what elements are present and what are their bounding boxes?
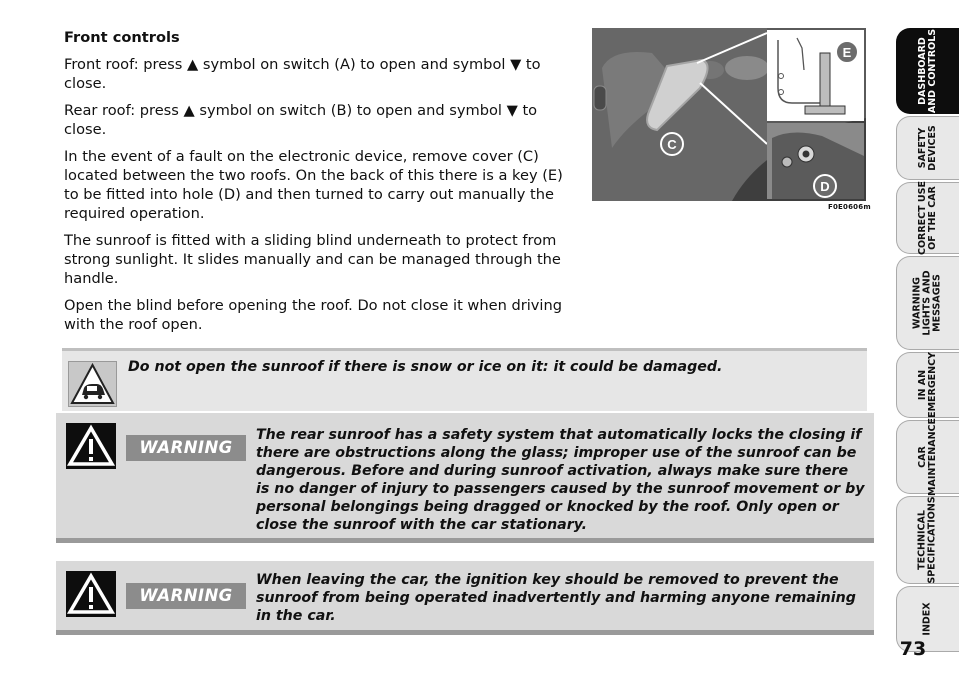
tab-dashboard-and-controls[interactable]: DASHBOARD AND CONTROLS bbox=[896, 28, 959, 114]
paragraph-rear-roof: Rear roof: press ▲ symbol on switch (B) to open and symbol ▼ to close. bbox=[64, 102, 538, 138]
warning-band-base bbox=[56, 538, 874, 543]
tab-technical-specifications[interactable]: TECHNICAL SPECIFICATIONS bbox=[896, 496, 959, 584]
paragraph-blind: The sunroof is fitted with a sliding blind underneath to protect from strong sunlight. It slides manually and can be managed through the handle. bbox=[64, 232, 561, 287]
page-number: 73 bbox=[899, 638, 927, 660]
main-text-column bbox=[64, 28, 576, 342]
paragraph-front-roof: Front roof: press ▲ symbol on switch (A) to open and symbol ▼ to close. bbox=[64, 56, 541, 92]
warning-label: WARNING bbox=[126, 583, 246, 609]
tab-maintenance[interactable]: CAR MAINTENANCE bbox=[896, 420, 959, 494]
note-band bbox=[62, 348, 867, 411]
sunroof-illustration-svg bbox=[592, 28, 866, 201]
warning-triangle-icon bbox=[66, 423, 116, 469]
tab-warning-lights[interactable]: WARNING LIGHTS AND MESSAGES bbox=[896, 256, 959, 350]
warning-band-1 bbox=[56, 413, 874, 543]
warning-label: WARNING bbox=[126, 435, 246, 461]
figure-code: F0E0606m bbox=[828, 203, 871, 211]
callout-c: C bbox=[667, 137, 677, 152]
paragraph-fault: In the event of a fault on the electronic device, remove cover (C) located between the two roofs. On the back of this there is a key (E) to be fitted into hole (D) and then turned to carry out manually the required operation. bbox=[64, 148, 563, 222]
tab-safety-devices[interactable]: SAFETY DEVICES bbox=[896, 116, 959, 180]
warning-text: The rear sunroof has a safety system that automatically locks the closing if there are obstructions along the glass; improper use of the sunroof can be dangerous. Before and during sunroof activation, always make sure there is no danger of injury to passengers caused by the sunroof movement or by personal belongings being dragged or knocked by the roof. Only open or close the sunroof with the car stationary. bbox=[256, 427, 865, 533]
sunroof-illustration bbox=[592, 28, 866, 201]
tab-correct-use[interactable]: CORRECT USE OF THE CAR bbox=[896, 182, 959, 254]
tab-index[interactable]: INDEX bbox=[896, 586, 959, 652]
tab-emergency[interactable]: IN AN EMERGENCY bbox=[896, 352, 959, 418]
paragraph-blind-open: Open the blind before opening the roof. Do not close it when driving with the roof open. bbox=[64, 297, 563, 333]
section-heading: Front controls bbox=[64, 29, 180, 46]
car-snow-icon bbox=[68, 361, 117, 407]
callout-d: D bbox=[820, 179, 830, 194]
note-text: Do not open the sunroof if there is snow or ice on it: it could be damaged. bbox=[128, 359, 723, 375]
warning-band-base bbox=[56, 630, 874, 635]
warning-triangle-icon bbox=[66, 571, 116, 617]
callout-e: E bbox=[842, 45, 852, 60]
warning-text: When leaving the car, the ignition key should be removed to prevent the sunroof from being operated inadvertently and harming anyone remaining in the car. bbox=[256, 572, 856, 624]
warning-band-2 bbox=[56, 561, 874, 635]
